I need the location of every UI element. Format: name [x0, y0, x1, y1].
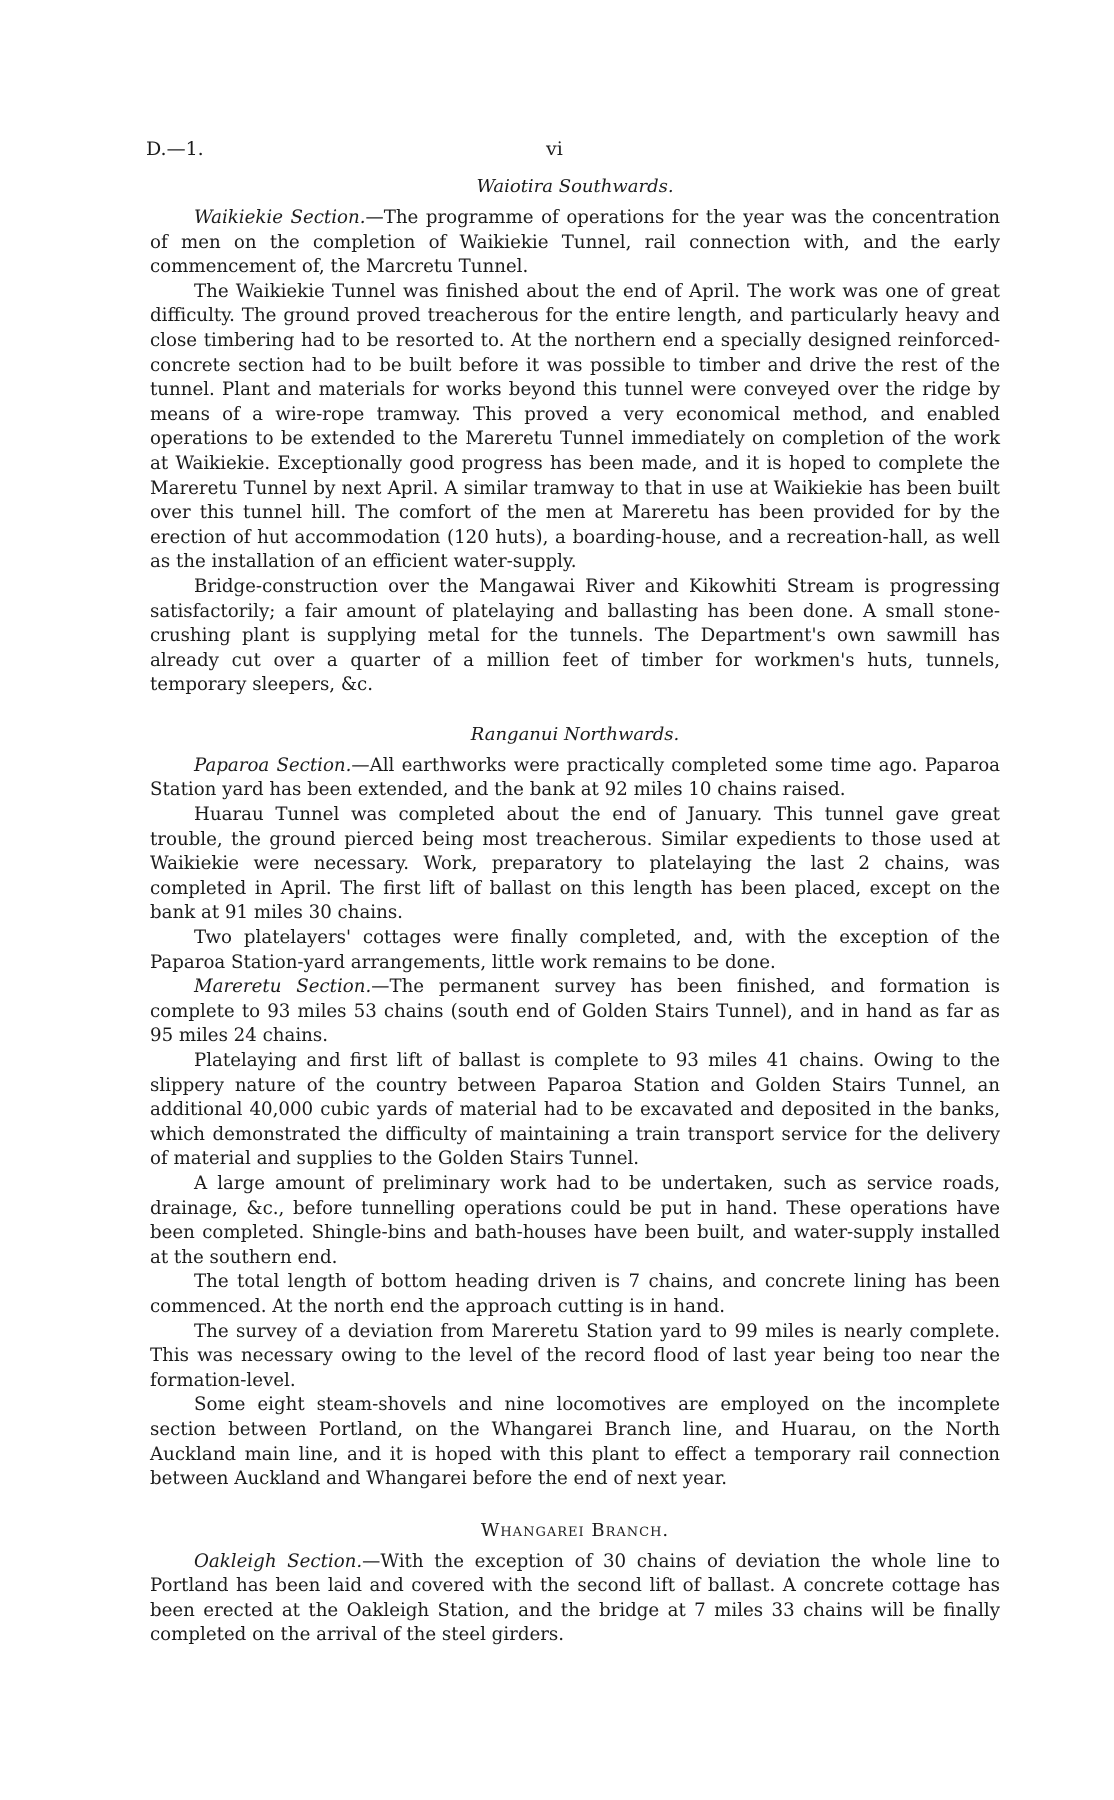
paragraph: Platelaying and first lift of ballast is complete to 93 miles 41 chains. Owing to the slippery nature of the country between Paparoa Station and Golden Stairs Tunnel, an additional 40,000 cubic yards of material had to be excavated and deposited in the banks, which demonstrated the difficulty of maintaining a train transport service for the delivery of material and supplies to the Golden Stairs Tunnel. [150, 1050, 1000, 1170]
section-heading-whangarei: Whangarei Branch. [480, 1519, 670, 1541]
paragraph: Huarau Tunnel was completed about the end of January. This tunnel gave great trouble, the ground pierced being most treacherous. Similar expedients to those used at Waikiekie were necessary. Work, preparatory to platelaying the last 2 chains, was completed in April. The first lift of ballast on this length has been placed, except on the bank at 91 miles 30 chains. [150, 804, 1000, 924]
paragraph: A large amount of preliminary work had to be undertaken, such as service roads, drainage, &c., before tunnelling operations could be put in hand. These operations have been completed. Shingle-bins and bath-houses have been built, and water-supply installed at the southern end. [150, 1172, 1000, 1268]
section-heading-waiotira: Waiotira Southwards. [476, 176, 674, 197]
paragraph-lead: Paparoa Section. [194, 754, 352, 776]
paragraph-text: —The programme of operations for the year was the concentration of men on the completion of Waikiekie Tunnel, rail connection with, and the early commencement of, the Marcretu Tunnel. [150, 207, 1000, 278]
paragraph-lead: Mareretu Section. [194, 976, 372, 998]
paragraph: Bridge-construction over the Mangawai River and Kikowhiti Stream is progressing satisfactorily; a fair amount of platelaying and ballasting has been done. A small stone-crushing plant is supplying metal for the tunnels. The Department's own sawmill has already cut over a quarter of a million feet of timber for workmen's huts, tunnels, temporary sleepers, &c. [150, 575, 1000, 696]
paragraph [150, 975, 1000, 1049]
paragraph [150, 206, 1000, 280]
page-number: vi [546, 138, 563, 160]
paragraph-text: —The permanent survey has been finished, and formation is complete to 93 miles 53 chains (south end of Golden Stairs Tunnel), and in hand as far as 95 miles 24 chains. [150, 976, 1000, 1047]
document-page [146, 130, 1000, 1648]
paragraph-lead: Oakleigh Section. [194, 1550, 363, 1572]
section-heading-ranganui: Ranganui Northwards. [470, 723, 680, 745]
paragraph: Two platelayers' cottages were finally completed, and, with the exception of the Paparoa Station-yard arrangements, little work remains to be done. [150, 927, 1000, 973]
paragraph: Some eight steam-shovels and nine locomotives are employed on the incomplete section between Portland, on the Whangarei Branch line, and Huarau, on the North Auckland main line, and it is hoped with this plant to effect a temporary rail connection between Auckland and Whangarei before the end of next year. [150, 1394, 1000, 1490]
paragraph [150, 1550, 1000, 1648]
paragraph: The total length of bottom heading driven is 7 chains, and concrete lining has been commenced. At the north end the approach cutting is in hand. [150, 1271, 1000, 1317]
paragraph-text: —All earthworks were practically completed some time ago. Paparoa Station yard has been extended, and the bank at 92 miles 10 chains raised. [150, 754, 1000, 801]
paragraph [150, 754, 1000, 803]
document-reference: D.—1. [146, 138, 204, 160]
paragraph-text: —With the exception of 30 chains of deviation the whole line to Portland has been laid and covered with the second lift of ballast. A concrete cottage has been erected at the Oakleigh Station, and the bridge at 7 miles 33 chains will be finally completed on the arrival of the steel girders. [150, 1550, 1000, 1646]
paragraph-lead: Waikiekie Section. [194, 207, 366, 228]
paragraph: The survey of a deviation from Mareretu Station yard to 99 miles is nearly complete. This was necessary owing to the level of the record flood of last year being too near the formation-level. [150, 1320, 1000, 1391]
page-header [146, 130, 1000, 164]
paragraph: The Waikiekie Tunnel was finished about the end of April. The work was one of great difficulty. The ground proved treacherous for the entire length, and particularly heavy and close timbering had to be resorted to. At the northern end a specially designed reinforced-concrete section had to be built before it was possible to timber and drive the rest of the tunnel. Plant and materials for works beyond this tunnel were conveyed over the ridge by means of a wire-rope tramway. This proved a very economical method, and enabled operations to be extended to the Mareretu Tunnel immediately on completion of the work at Waikiekie. Exceptionally good progress has been made, and it is hoped to complete the Mareretu Tunnel by next April. A similar tramway to that in use at Waikiekie has been built over this tunnel hill. The comfort of the men at Mareretu has been provided for by the erection of hut accommodation (120 huts), a boarding-house, and a recreation-hall, as well as the installation of an efficient water-supply. [150, 280, 1000, 573]
